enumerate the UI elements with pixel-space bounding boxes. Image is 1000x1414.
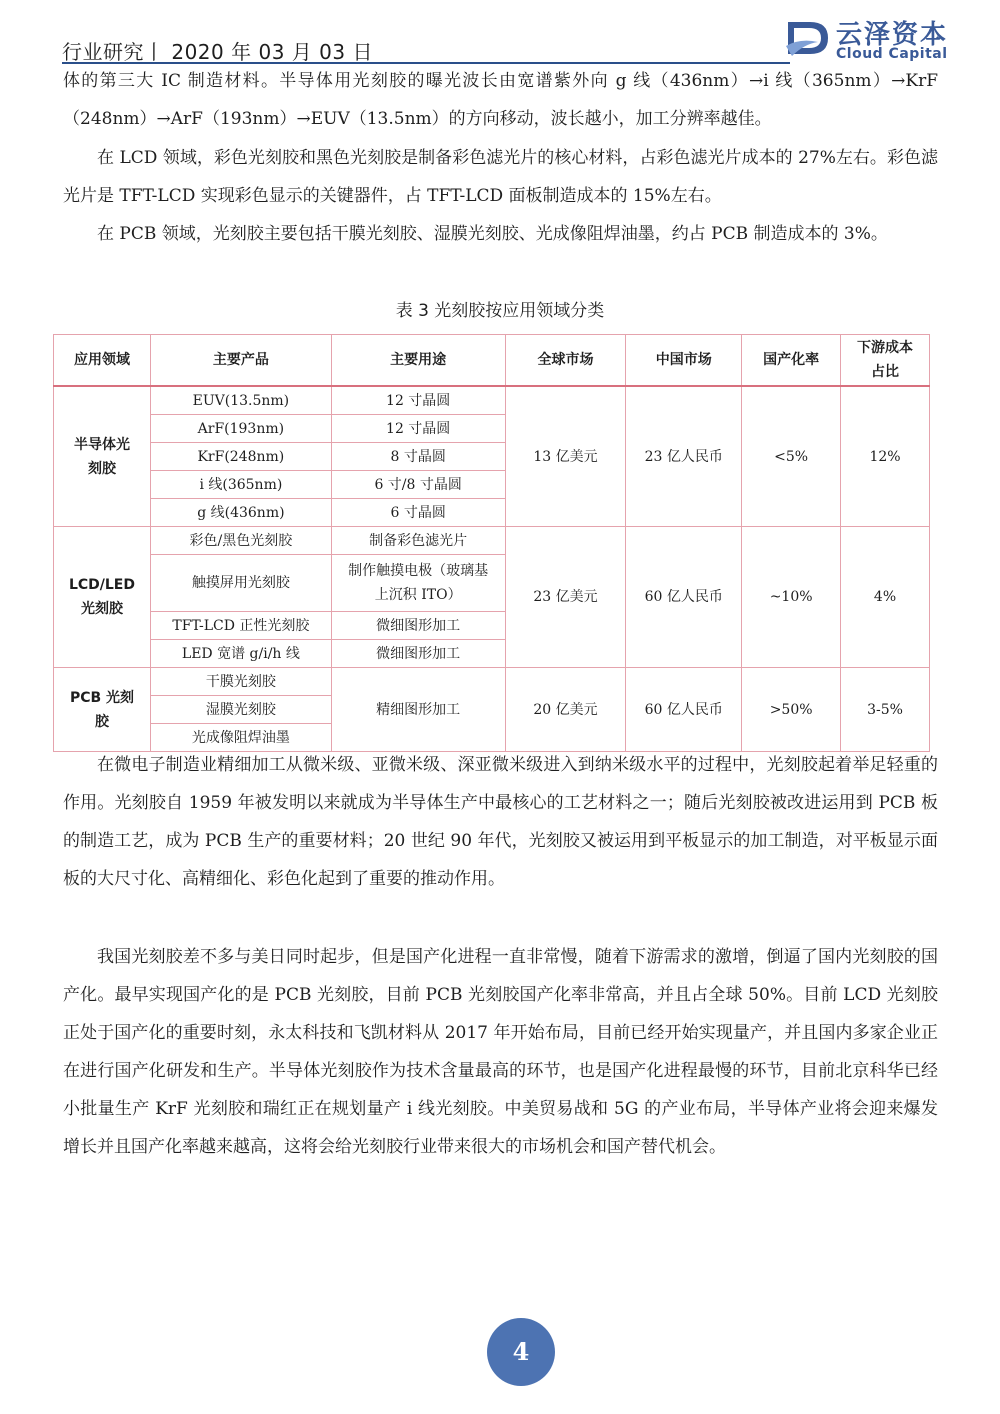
table-header: 中国市场: [626, 335, 742, 387]
table-header: 下游成本占比: [841, 335, 930, 387]
table-header-row: [54, 335, 930, 387]
product-cell: 干膜光刻胶: [150, 668, 331, 696]
product-cell: LED 宽谱 g/i/h 线: [150, 640, 331, 668]
domain-cell: PCB 光刻胶: [54, 668, 151, 752]
global-market-cell: 23 亿美元: [505, 527, 626, 668]
cost-share-cell: 12%: [841, 386, 930, 527]
logo-chinese-name: 云泽资本: [836, 20, 949, 50]
china-market-cell: 60 亿人民币: [626, 527, 742, 668]
product-cell: i 线(365nm): [150, 471, 331, 499]
photoresist-table: [53, 334, 930, 752]
domain-cell: LCD/LED 光刻胶: [54, 527, 151, 668]
use-cell: 8 寸晶圆: [331, 443, 505, 471]
table-caption: 表 3 光刻胶按应用领域分类: [395, 301, 605, 321]
localization-rate-cell: >50%: [742, 668, 841, 752]
paragraph-intro-3: 在 PCB 领域，光刻胶主要包括干膜光刻胶、湿膜光刻胶、光成像阻焊油墨，约占 PCB 制造成本的 3%。: [97, 224, 888, 244]
use-cell: 精细图形加工: [331, 668, 505, 752]
use-cell: 12 寸晶圆: [331, 415, 505, 443]
product-cell: 光成像阻焊油墨: [150, 724, 331, 752]
product-cell: KrF(248nm): [150, 443, 331, 471]
use-cell: 微细图形加工: [331, 640, 505, 668]
product-cell: g 线(436nm): [150, 499, 331, 527]
table-row: [54, 386, 930, 415]
use-cell: 12 寸晶圆: [331, 386, 505, 415]
table-header: 国产化率: [742, 335, 841, 387]
use-cell: 6 寸晶圆: [331, 499, 505, 527]
paragraph-intro-1: 体的第三大 IC 制造材料。半导体用光刻胶的曝光波长由宽谱紫外向 g 线（436nm）→i 线（365nm）→KrF（248nm）→ArF（193nm）→EUV（13.5nm）的方向移动，波长越小，加工分辨率越佳。: [63, 71, 938, 129]
table-header: 主要产品: [150, 335, 331, 387]
product-cell: EUV(13.5nm): [150, 386, 331, 415]
product-cell: TFT-LCD 正性光刻胶: [150, 612, 331, 640]
use-cell: 制作触摸电极（玻璃基上沉积 ITO）: [331, 555, 505, 612]
global-market-cell: 13 亿美元: [505, 386, 626, 527]
company-logo: [784, 14, 954, 64]
table-row: [54, 668, 930, 696]
paragraph-body-2: 我国光刻胶差不多与美日同时起步，但是国产化进程一直非常慢，随着下游需求的激增，倒逼了国内光刻胶的国产化。最早实现国产化的是 PCB 光刻胶，目前 PCB 光刻胶国产化率非常高，并且占全球 50%。目前 LCD 光刻胶正处于国产化的重要时刻，永太科技和飞凯材料从 2017 年开始布局，目前已经开始实现量产，并且国内多家企业正在进行国产化研发和生产。半导体光刻胶作为技术含量最高的环节，也是国产化进程最慢的环节，目前北京科华已经小批量生产 KrF 光刻胶和瑞红正在规划量产 i 线光刻胶。中美贸易战和 5G 的产业布局，半导体产业将会迎来爆发增长并且国产化率越来越高，这将会给光刻胶行业带来很大的市场机会和国产替代机会。: [63, 947, 938, 1157]
paragraph-intro-2: 在 LCD 领域，彩色光刻胶和黑色光刻胶是制备彩色滤光片的核心材料，占彩色滤光片成本的 27%左右。彩色滤光片是 TFT-LCD 实现彩色显示的关键器件，占 TFT-LCD 面板制造成本的 15%左右。: [63, 148, 938, 206]
cost-share-cell: 3-5%: [841, 668, 930, 752]
use-cell: 制备彩色滤光片: [331, 527, 505, 555]
table-header: 应用领域: [54, 335, 151, 387]
page-number-badge: 4: [487, 1318, 555, 1386]
table-header: 主要用途: [331, 335, 505, 387]
domain-cell: 半导体光刻胶: [54, 386, 151, 527]
product-cell: 湿膜光刻胶: [150, 696, 331, 724]
product-cell: 彩色/黑色光刻胶: [150, 527, 331, 555]
logo-english-name: Cloud Capital: [836, 46, 948, 62]
cloud-logo-icon: [784, 16, 832, 60]
localization-rate-cell: <5%: [742, 386, 841, 527]
cost-share-cell: 4%: [841, 527, 930, 668]
product-cell: 触摸屏用光刻胶: [150, 555, 331, 612]
global-market-cell: 20 亿美元: [505, 668, 626, 752]
use-cell: 6 寸/8 寸晶圆: [331, 471, 505, 499]
china-market-cell: 23 亿人民币: [626, 386, 742, 527]
table-header: 全球市场: [505, 335, 626, 387]
use-cell: 微细图形加工: [331, 612, 505, 640]
localization-rate-cell: ~10%: [742, 527, 841, 668]
header-title: 行业研究丨 2020 年 03 月 03 日: [62, 40, 373, 64]
china-market-cell: 60 亿人民币: [626, 668, 742, 752]
paragraph-body-1: 在微电子制造业精细加工从微米级、亚微米级、深亚微米级进入到纳米级水平的过程中，光刻胶起着举足轻重的作用。光刻胶自 1959 年被发明以来就成为半导体生产中最核心的工艺材料之一；随后光刻胶被改进运用到 PCB 板的制造工艺，成为 PCB 生产的重要材料；20 世纪 90 年代，光刻胶又被运用到平板显示的加工制造，对平板显示面板的大尺寸化、高精细化、彩色化起到了重要的推动作用。: [63, 755, 938, 889]
product-cell: ArF(193nm): [150, 415, 331, 443]
table-row: [54, 527, 930, 555]
